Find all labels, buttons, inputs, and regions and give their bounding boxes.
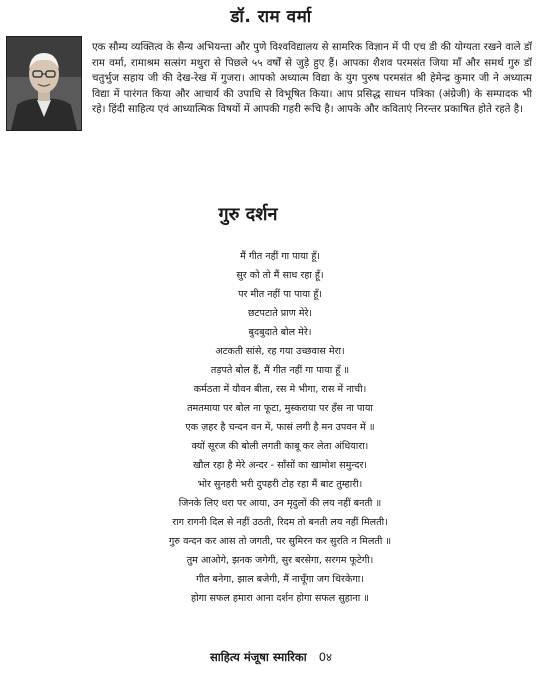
poem-line: पर मीत नहीं पा पाया हूँ। <box>238 289 322 300</box>
poem-title: गुरु दर्शन <box>218 204 278 225</box>
poem-line: क्यों सूरज की बोली लगती काबू कर लेता अंधियारा। <box>191 441 369 452</box>
publication-name: साहित्य मंजूषा स्मारिका <box>209 650 307 664</box>
portrait-illustration <box>7 37 81 130</box>
poem-line: होगा सफल हमारा आना दर्शन होगा सफल सुहाना ॥ <box>190 593 369 604</box>
poem-line: तड़पते बोल हैं, मैं गीत नहीं गा पाया हूँ ॥ <box>210 365 350 376</box>
author-name: डॉ. राम वर्मा <box>230 7 312 27</box>
page-footer <box>0 650 542 665</box>
poem-line: एक ज़हर है चन्दन वन में, फासं लगी है मन उपवन में ॥ <box>185 422 375 433</box>
poem-line: गीत बनेगा, झाल बजेगी, मैं नाचूँगा जग थिरकेगा। <box>196 574 364 585</box>
poem-line: कर्मठता में यौवन बीता, रस मे भीगा, रास में नाची। <box>193 384 367 395</box>
poem-line: मैं गीत नहीं गा पाया हूँ। <box>240 251 320 262</box>
poem-line: बुदबुदाते बोल मेरे। <box>248 327 312 338</box>
poem-line: जिनके लिए धरा पर आया, उन मृदुलों की लय नहीं बनती ॥ <box>178 498 382 509</box>
poem-line: सुर को तो मैं साध रहा हूँ। <box>236 270 324 281</box>
poem-line: तुम आओगे, झनक जगेगी, सुर बरसेगा, सरगम फूटेगी। <box>186 555 374 566</box>
poem-line: खौल रहा है मेरे अन्दर - साँसों का खामोश समुन्दर। <box>192 460 368 471</box>
poem-line: गुरु वन्दन कर आस तो जगती, पर सुमिरन कर सुरति न मिलती ॥ <box>168 536 392 547</box>
poem-line: राग रागनी दिल से नहीं उठती, रिदम तो बनती लय नहीं मिलती। <box>172 517 388 528</box>
page-number: 0४ <box>318 650 332 664</box>
author-photo <box>6 36 82 131</box>
poem-line: छटपटाते प्राण मेरे। <box>247 308 313 319</box>
author-bio: एक सौम्य व्यक्तित्व के सैन्य अभियन्ता और पुणे विश्वविद्यालय से सामरिक विज्ञान में पी एच डी की योग्यता रखने वाले डॉ राम वर्मा, रामाश्रम सत्संग मथुरा से पिछले ५५ वर्षों से जुड़े हुए हैं। आपका शैशव परमसंत जिया माँ और समर्थ गुरु डॉ चतुर्भुज सहाय जी की देख-रेख में गुजरा। आपको अध्यात्म विद्या के युग पुरुष परमसंत श्री हेमेन्द्र कुमार जी ने अध्यात्म विद्या में पारंगत किया और आचार्य की उपाधि से विभूषित किया। आप प्रसिद्ध साधन पत्रिका (अंग्रेजी) के सम्पादक भी रहे। हिंदी साहित्य एवं आध्यात्मिक विषयों में आपकी गहरी रूचि है। आपके और कविताएं निरन्तर प्रकाषित होते रहते है। <box>92 42 532 116</box>
poem-lines <box>40 247 520 608</box>
poem-line: तमतमाया पर बोल ना फूटा, मुस्कराया पर हँस ना पाया <box>187 403 373 414</box>
poem-line: अटकती सांसे, रह गया उच्छवास मेरा। <box>215 346 345 357</box>
poem-line: भोर सुनहरी भरी दुपहरी टोह रहा मैं बाट तुम्हारी। <box>197 479 363 490</box>
